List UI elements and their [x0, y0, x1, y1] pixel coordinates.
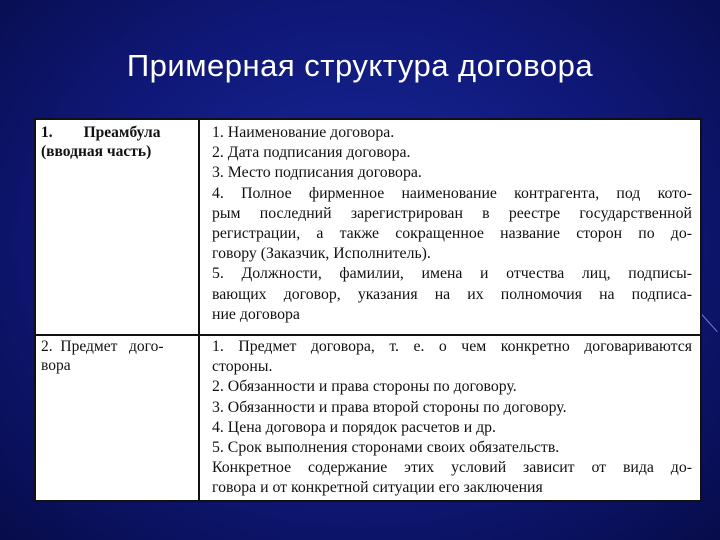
- row-label-line: 1. Преамбула: [41, 124, 161, 141]
- row-label-line: 2. Предмет дого-: [41, 338, 164, 355]
- content-line: 3. Обязанности и права второй стороны по договору.: [212, 398, 567, 416]
- content-line: вающих договор, указания на их полномочия на подписа-: [212, 285, 692, 303]
- content-line: 4. Полное фирменное наименование контрагента, под кото-: [212, 184, 692, 202]
- content-line: 5. Срок выполнения сторонами своих обязательств.: [212, 439, 560, 457]
- content-line: 5. Должности, фамилии, имена и отчества лиц, подписы-: [212, 265, 692, 283]
- row-content-cell: [202, 334, 698, 500]
- content-line: 1. Наименование договора.: [212, 124, 395, 141]
- row-label-cell: [36, 334, 200, 500]
- content-line: говора и от конкретной ситуации его заключения: [212, 479, 543, 497]
- content-line: 1. Предмет договора, т. е. о чем конкретно договариваются: [212, 338, 692, 355]
- decorative-line: [700, 312, 718, 332]
- content-line: 4. Цена договора и порядок расчетов и др.: [212, 418, 496, 436]
- content-line: стороны.: [212, 358, 273, 376]
- row-label-line: вора: [41, 357, 71, 374]
- row-label-cell: [36, 120, 200, 334]
- content-line: 2. Дата подписания договора.: [212, 144, 411, 162]
- content-line: регистрации, а также сокращенное название сторон по до-: [212, 225, 692, 243]
- content-line: рым последний зарегистрирован в реестре государственной: [212, 204, 692, 222]
- table-row-subject: [36, 334, 700, 500]
- row-content-cell: [202, 120, 698, 334]
- table-row-preamble: [36, 120, 700, 336]
- content-line: ние договора: [212, 305, 300, 323]
- content-line: 2. Обязанности и права стороны по договору.: [212, 378, 517, 396]
- content-line: 3. Место подписания договора.: [212, 164, 422, 182]
- content-line: говору (Заказчик, Исполнитель).: [212, 245, 431, 263]
- row-label-line: (вводная часть): [41, 143, 152, 160]
- slide-title: Примерная структура договора: [126, 48, 594, 83]
- contract-structure-table: [34, 118, 702, 502]
- content-line: Конкретное содержание этих условий зависит от вида до-: [212, 459, 692, 477]
